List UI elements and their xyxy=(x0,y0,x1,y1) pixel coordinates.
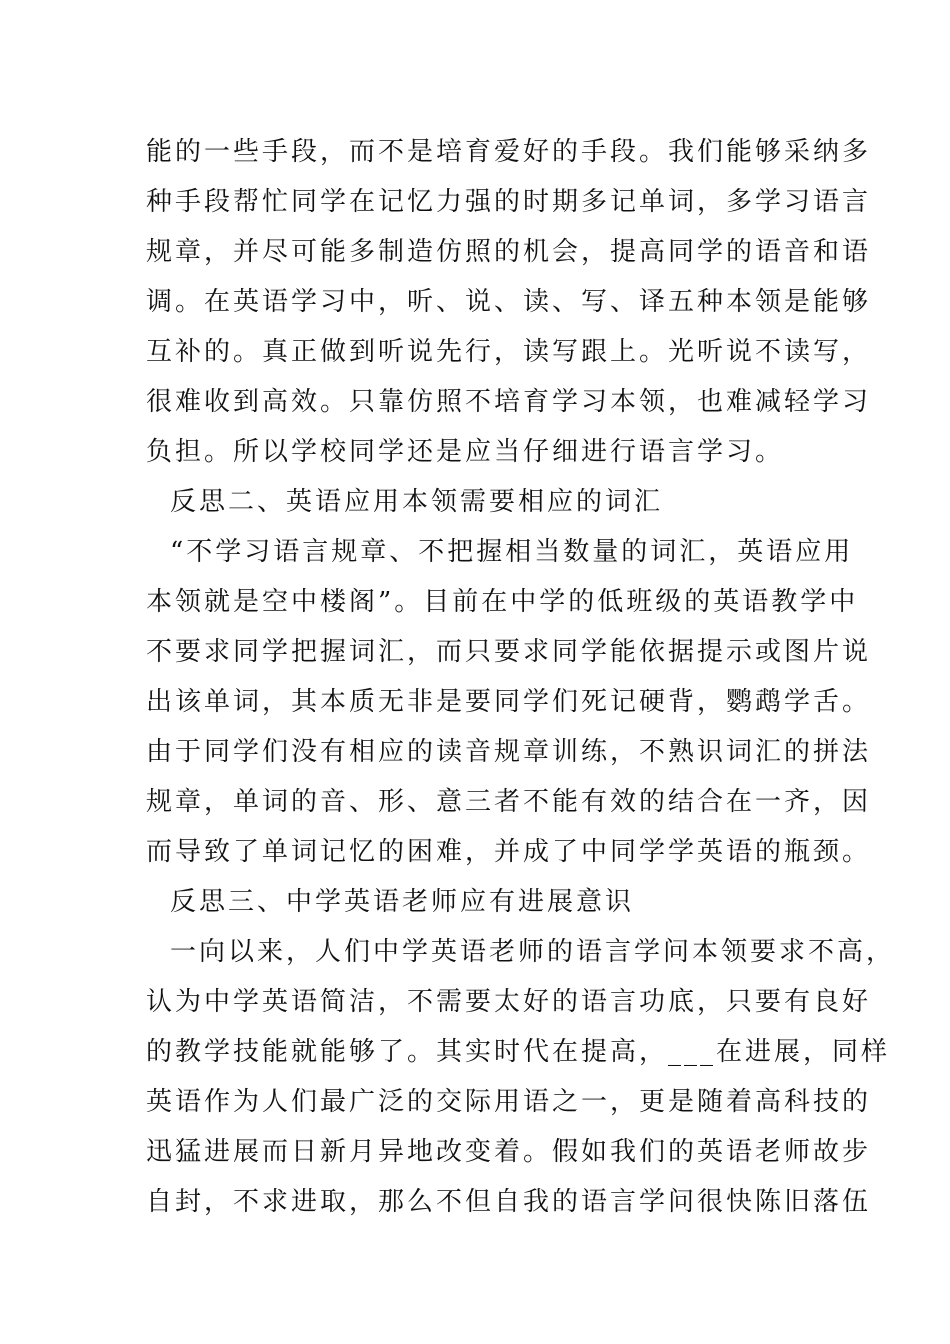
text-line: 调。在英语学习中，听、说、读、写、译五种本领是能够 xyxy=(146,287,872,317)
text-line: 而导致了单词记忆的困难，并成了中同学学英语的瓶颈。 xyxy=(146,837,872,867)
text-line: 的教学技能就能够了。其实时代在提高，___在进展，同样 xyxy=(146,1037,891,1067)
text-line: 不要求同学把握词汇，而只要求同学能依据提示或图片说 xyxy=(146,637,872,667)
text-line: 由于同学们没有相应的读音规章训练，不熟识词汇的拼法 xyxy=(146,737,872,767)
text-line: “不学习语言规章、不把握相当数量的词汇，英语应用 xyxy=(170,537,854,567)
text-line: 一向以来，人们中学英语老师的语言学问本领要求不高， xyxy=(170,937,896,967)
text-line: 种手段帮忙同学在记忆力强的时期多记单词，多学习语言 xyxy=(146,187,872,217)
text-line: 认为中学英语简洁，不需要太好的语言功底，只要有良好 xyxy=(146,987,872,1017)
text-line: 自封，不求进取，那么不但自我的语言学问很快陈旧落伍 xyxy=(146,1187,872,1217)
section-heading: 反思二、英语应用本领需要相应的词汇 xyxy=(170,487,664,517)
text-line: 互补的。真正做到听说先行，读写跟上。光听说不读写， xyxy=(146,337,872,367)
text-line: 英语作为人们最广泛的交际用语之一，更是随着高科技的 xyxy=(146,1087,872,1117)
section-heading: 反思三、中学英语老师应有进展意识 xyxy=(170,887,635,917)
text-line: 出该单词，其本质无非是要同学们死记硬背，鹦鹉学舌。 xyxy=(146,687,872,717)
text-line: 规章，单词的音、形、意三者不能有效的结合在一齐，因 xyxy=(146,787,872,817)
text-line: 很难收到高效。只靠仿照不培育学习本领，也难减轻学习 xyxy=(146,387,872,417)
text-line: 本领就是空中楼阁”。目前在中学的低班级的英语教学中 xyxy=(146,587,859,617)
text-line: 迅猛进展而日新月异地改变着。假如我们的英语老师故步 xyxy=(146,1137,872,1167)
text-line: 负担。所以学校同学还是应当仔细进行语言学习。 xyxy=(146,437,785,467)
text-line: 能的一些手段，而不是培育爱好的手段。我们能够采纳多 xyxy=(146,137,872,167)
text-line: 规章，并尽可能多制造仿照的机会，提高同学的语音和语 xyxy=(146,237,872,267)
